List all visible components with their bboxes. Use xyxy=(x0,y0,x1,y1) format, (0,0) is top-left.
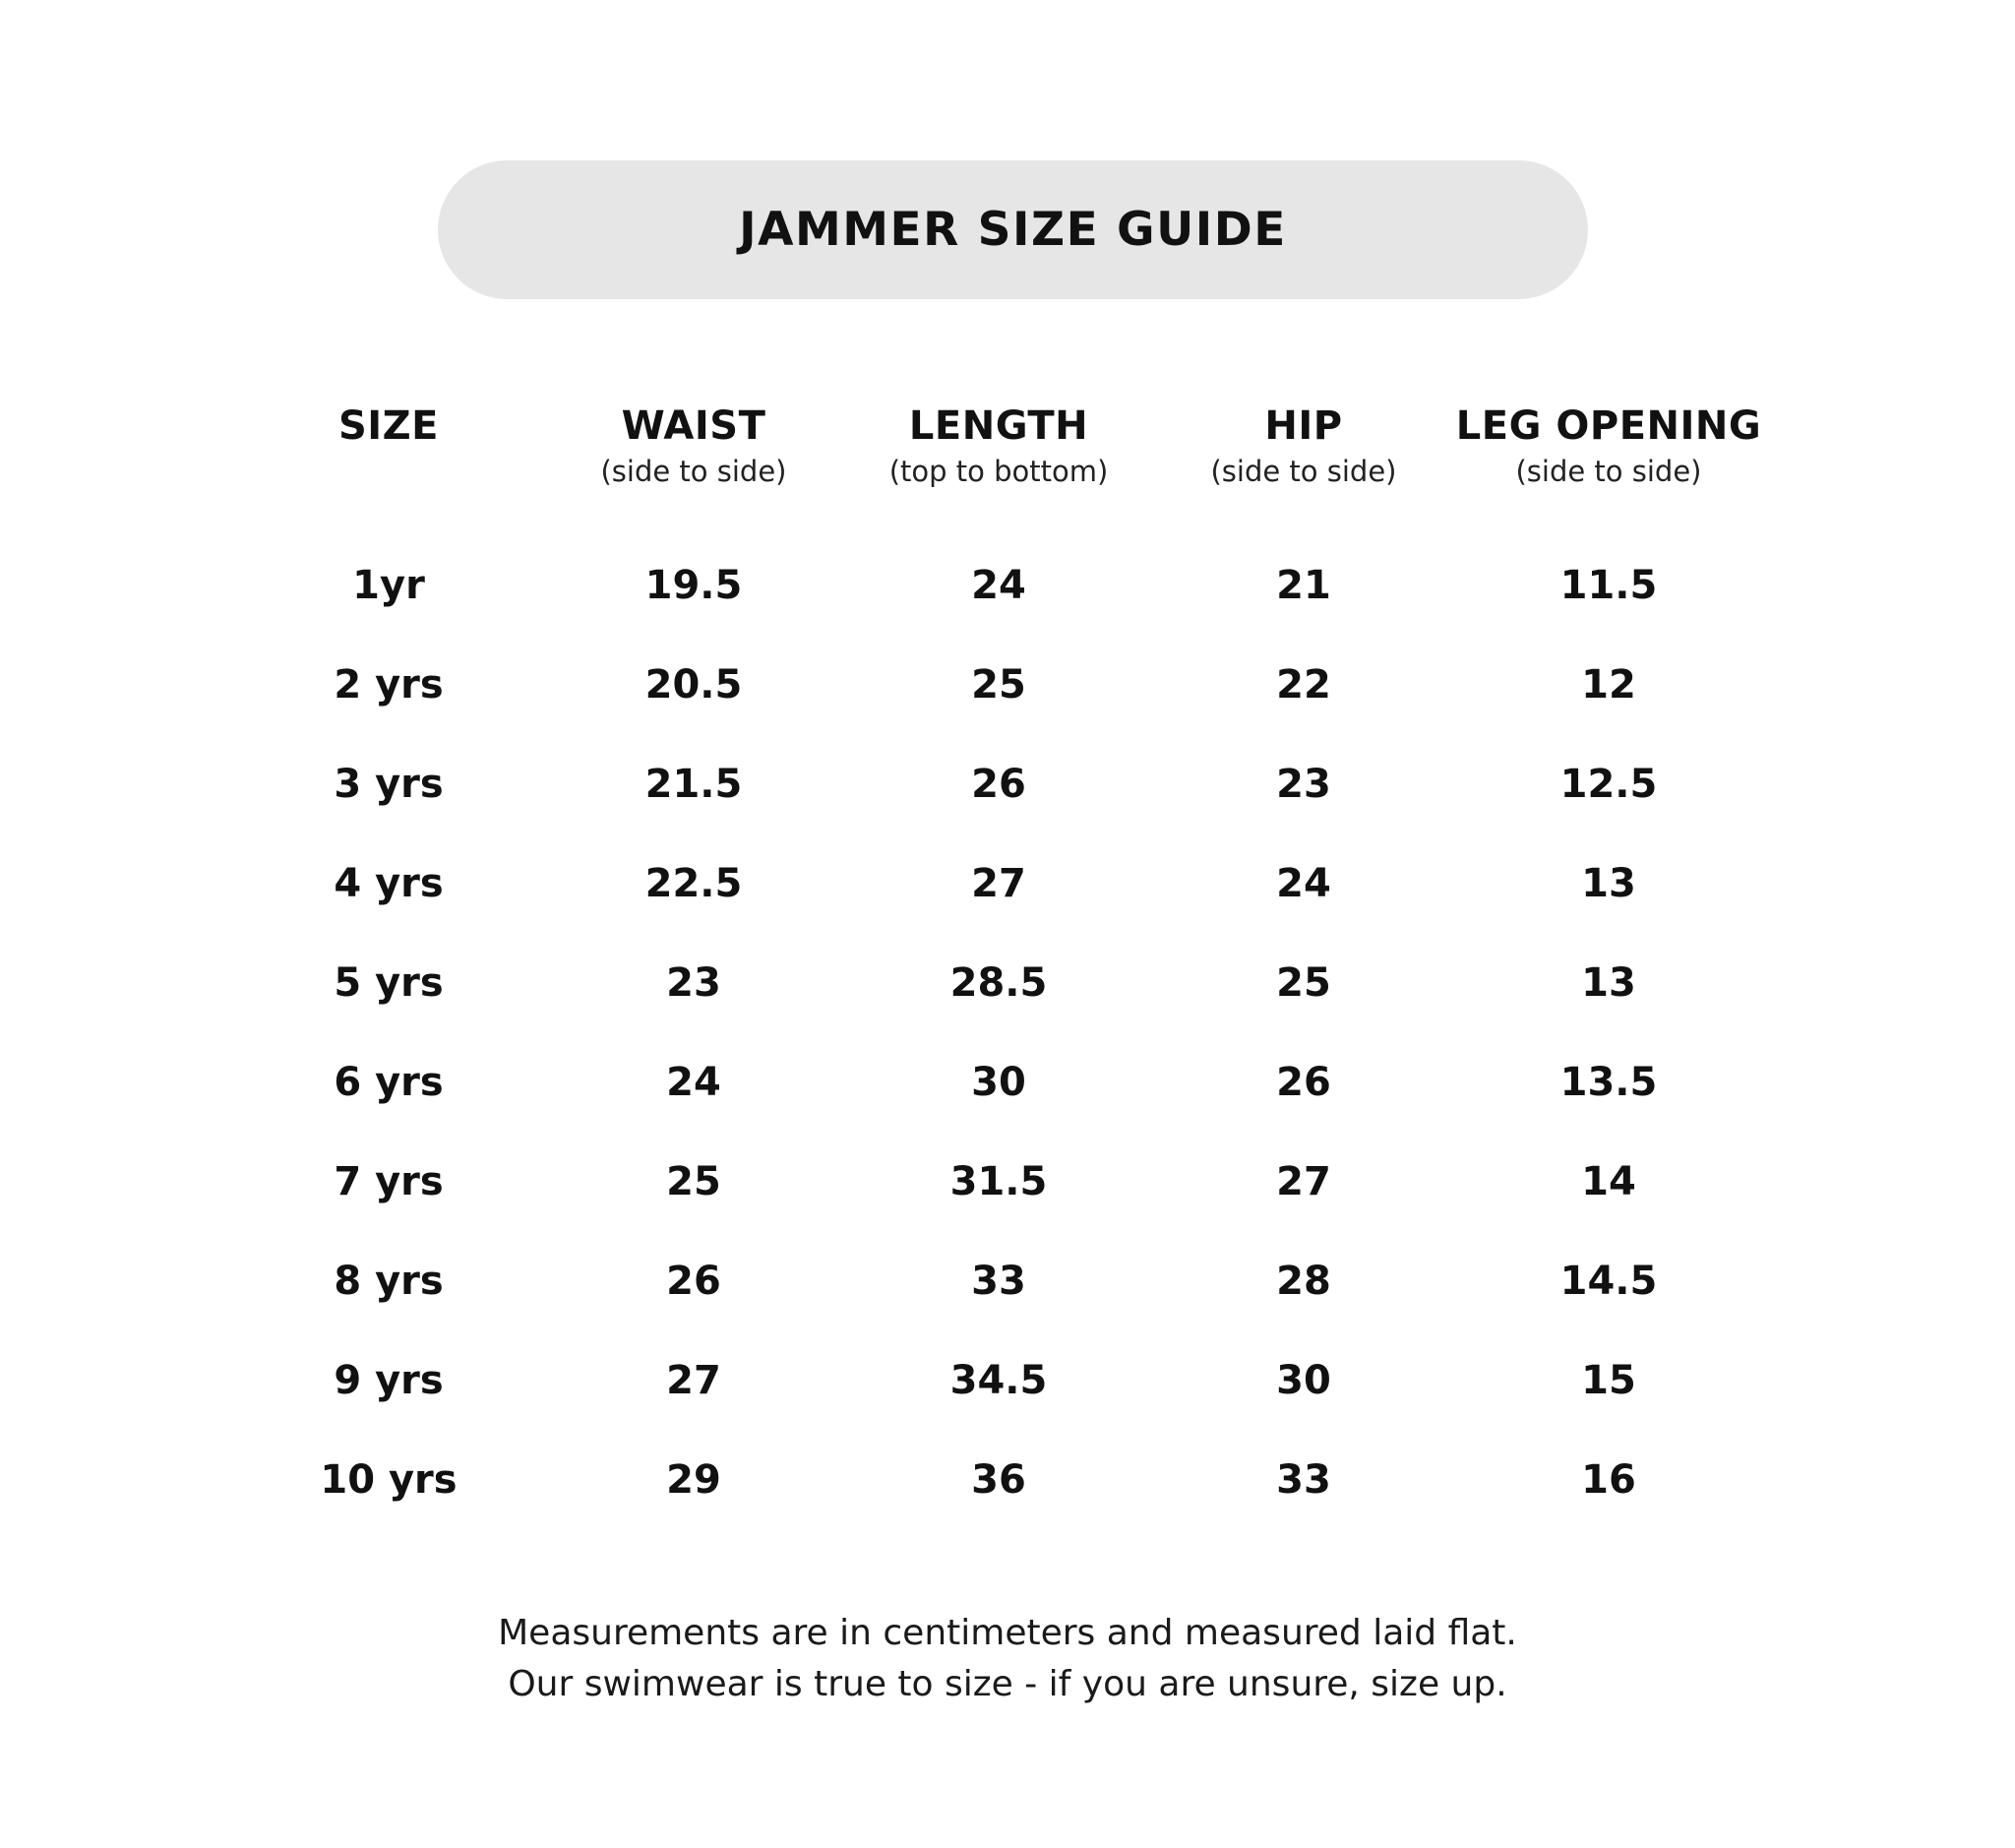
measurement-cell: 30 xyxy=(1276,1358,1331,1403)
title-banner xyxy=(438,160,1588,299)
column-header-label: HIP xyxy=(1264,403,1343,449)
measurement-cell: 16 xyxy=(1581,1457,1636,1503)
page-title: JAMMER SIZE GUIDE xyxy=(739,203,1287,257)
table-row xyxy=(0,1351,2015,1410)
measurement-cell: 23 xyxy=(1276,762,1331,807)
measurement-cell: 26 xyxy=(971,762,1026,807)
measurement-cell: 22.5 xyxy=(644,861,743,906)
column-header-sublabel: (side to side) xyxy=(600,455,787,488)
measurement-cell: 13 xyxy=(1581,960,1636,1006)
measurement-cell: 19.5 xyxy=(644,563,743,608)
column-header-length xyxy=(836,401,1161,490)
column-header-leg-opening xyxy=(1446,401,1771,490)
size-cell: 9 yrs xyxy=(334,1358,444,1403)
column-header-sublabel: (top to bottom) xyxy=(888,455,1109,488)
measurement-cell: 29 xyxy=(666,1457,721,1503)
size-cell: 5 yrs xyxy=(334,960,444,1006)
column-header-hip xyxy=(1141,401,1466,490)
measurement-cell: 27 xyxy=(971,861,1026,906)
measurement-cell: 27 xyxy=(1276,1159,1331,1204)
measurement-cell: 11.5 xyxy=(1559,563,1658,608)
measurement-cell: 22 xyxy=(1276,662,1331,708)
table-row xyxy=(0,954,2015,1013)
measurement-cell: 24 xyxy=(666,1060,721,1105)
measurement-cell: 14.5 xyxy=(1559,1259,1658,1304)
column-header-sublabel: (side to side) xyxy=(1210,455,1397,488)
size-cell: 8 yrs xyxy=(334,1259,444,1304)
column-header-label: SIZE xyxy=(337,403,440,449)
column-header-label: LEG OPENING xyxy=(1455,403,1762,449)
measurement-cell: 13 xyxy=(1581,861,1636,906)
footnote-line-1: Measurements are in centimeters and measured laid flat. xyxy=(498,1613,1517,1653)
column-header-label: WAIST xyxy=(621,403,766,449)
measurement-cell: 33 xyxy=(971,1259,1026,1304)
measurement-cell: 12 xyxy=(1581,662,1636,708)
table-row xyxy=(0,854,2015,913)
measurement-cell: 30 xyxy=(971,1060,1026,1105)
column-header-size xyxy=(226,401,551,451)
size-cell: 2 yrs xyxy=(334,662,444,708)
measurement-cell: 21.5 xyxy=(644,762,743,807)
table-row xyxy=(0,556,2015,615)
measurement-cell: 34.5 xyxy=(949,1358,1048,1403)
size-cell: 7 yrs xyxy=(334,1159,444,1204)
measurement-cell: 24 xyxy=(1276,861,1331,906)
measurement-cell: 31.5 xyxy=(949,1159,1048,1204)
measurement-cell: 20.5 xyxy=(644,662,743,708)
table-row xyxy=(0,655,2015,714)
footnote-line-2: Our swimwear is true to size - if you are unsure, size up. xyxy=(508,1664,1507,1704)
measurement-cell: 15 xyxy=(1581,1358,1636,1403)
measurement-cell: 26 xyxy=(1276,1060,1331,1105)
measurement-cell: 36 xyxy=(971,1457,1026,1503)
table-row xyxy=(0,755,2015,814)
measurement-cell: 14 xyxy=(1581,1159,1636,1204)
size-cell: 10 yrs xyxy=(320,1457,458,1503)
measurement-cell: 27 xyxy=(666,1358,721,1403)
measurement-cell: 28 xyxy=(1276,1259,1331,1304)
measurement-cell: 25 xyxy=(666,1159,721,1204)
table-row xyxy=(0,1152,2015,1211)
size-cell: 1yr xyxy=(352,563,425,608)
column-header-sublabel: (side to side) xyxy=(1515,455,1702,488)
size-cell: 3 yrs xyxy=(334,762,444,807)
measurement-cell: 21 xyxy=(1276,563,1331,608)
measurement-cell: 24 xyxy=(971,563,1026,608)
measurement-cell: 13.5 xyxy=(1559,1060,1658,1105)
table-row xyxy=(0,1053,2015,1112)
column-header-label: LENGTH xyxy=(908,403,1089,449)
size-cell: 6 yrs xyxy=(334,1060,444,1105)
table-row xyxy=(0,1450,2015,1509)
table-row xyxy=(0,1252,2015,1311)
size-cell: 4 yrs xyxy=(334,861,444,906)
measurement-cell: 28.5 xyxy=(949,960,1048,1006)
measurement-cell: 23 xyxy=(666,960,721,1006)
measurement-cell: 33 xyxy=(1276,1457,1331,1503)
measurement-cell: 25 xyxy=(1276,960,1331,1006)
column-header-waist xyxy=(531,401,856,490)
measurement-cell: 25 xyxy=(971,662,1026,708)
measurement-cell: 26 xyxy=(666,1259,721,1304)
measurement-cell: 12.5 xyxy=(1559,762,1658,807)
